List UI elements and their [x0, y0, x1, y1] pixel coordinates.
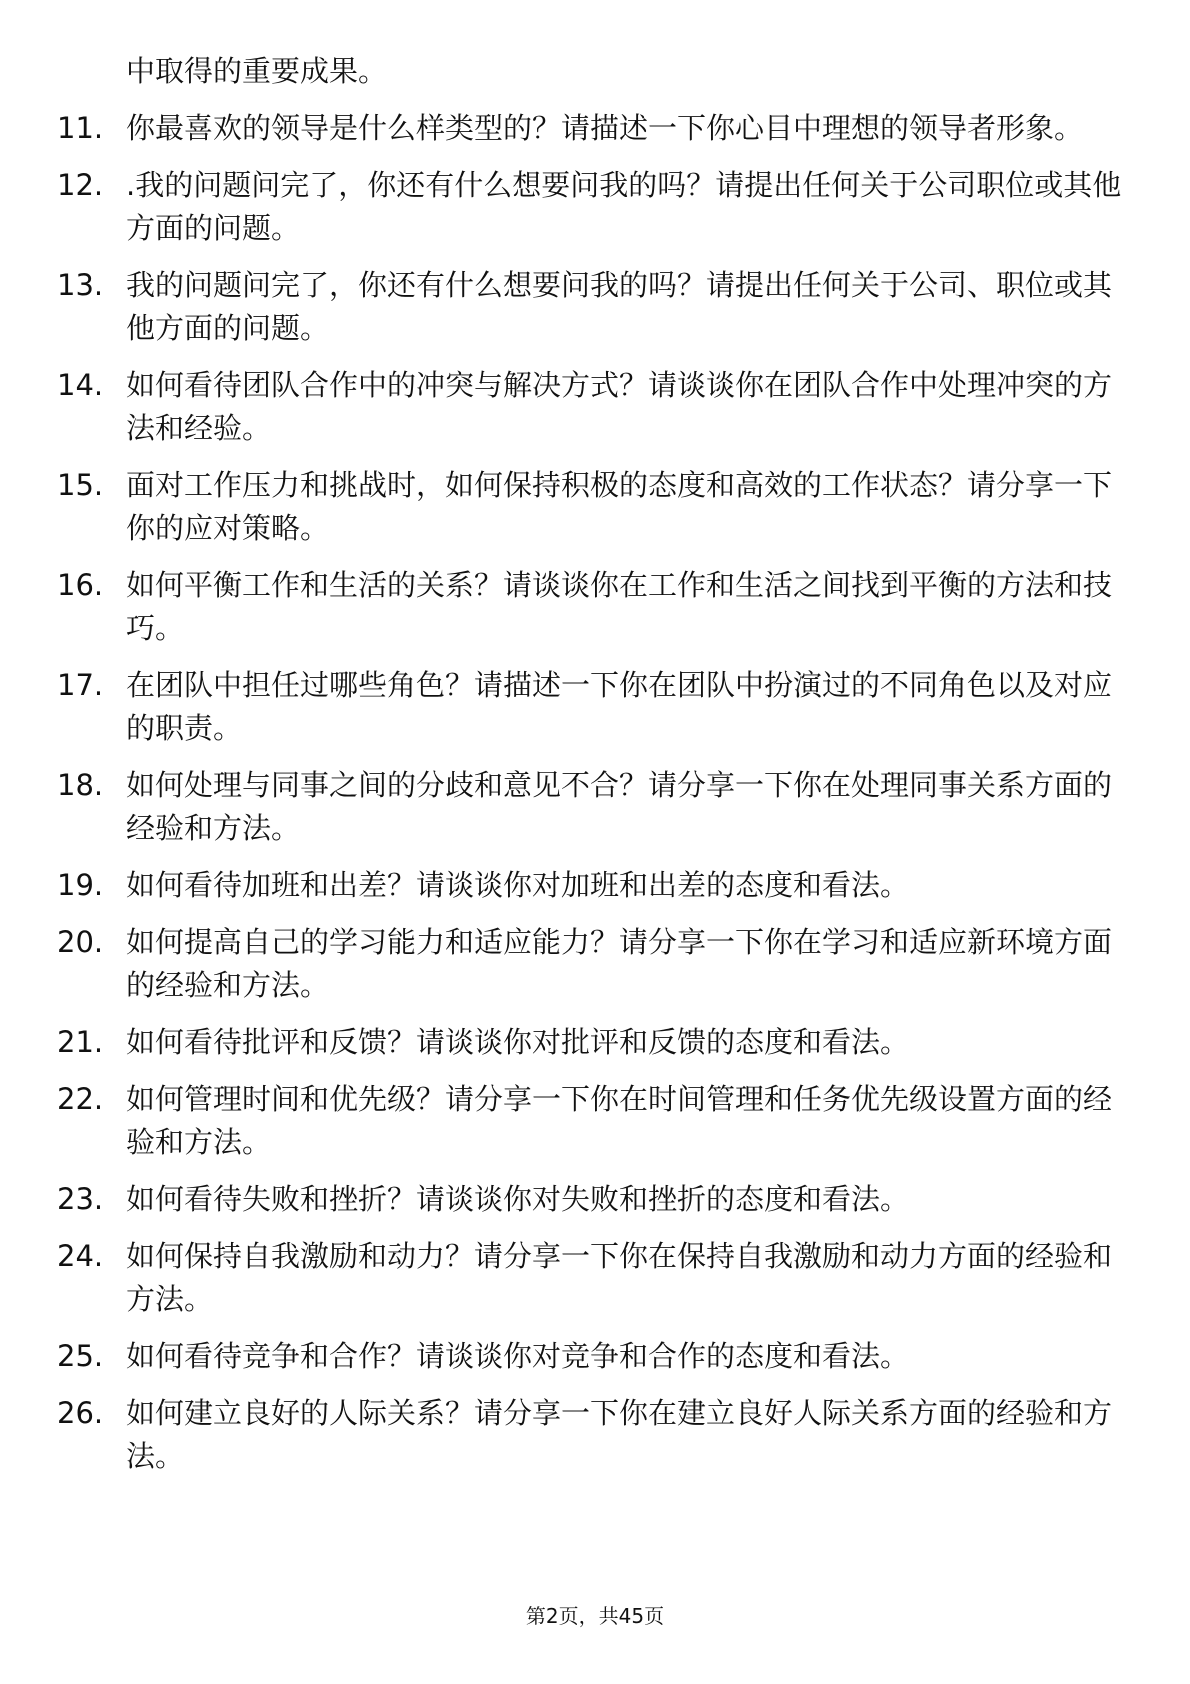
item-number: 15.: [57, 468, 104, 502]
list-item: [57, 107, 1137, 150]
item-number: 21.: [57, 1025, 104, 1059]
item-text: 如何平衡工作和生活的关系？请谈谈你在工作和生活之间找到平衡的方法和技巧。: [126, 568, 1113, 645]
list-item: [57, 1392, 1137, 1478]
question-list: [57, 50, 1137, 1492]
item-number: 18.: [57, 768, 104, 802]
item-text: 如何提高自己的学习能力和适应能力？请分享一下你在学习和适应新环境方面的经验和方法。: [126, 925, 1113, 1002]
item-text: 面对工作压力和挑战时，如何保持积极的态度和高效的工作状态？请分享一下你的应对策略。: [126, 468, 1113, 545]
list-item: [57, 464, 1137, 550]
item-number: 23.: [57, 1182, 104, 1216]
list-item: [57, 1178, 1137, 1221]
item-text: 在团队中担任过哪些角色？请描述一下你在团队中扮演过的不同角色以及对应的职责。: [126, 668, 1113, 745]
item-number: 20.: [57, 925, 104, 959]
item-number: 17.: [57, 668, 104, 702]
item-text: .我的问题问完了，你还有什么想要问我的吗？请提出任何关于公司职位或其他方面的问题。: [126, 168, 1122, 245]
list-item: [57, 564, 1137, 650]
item-text: 如何管理时间和优先级？请分享一下你在时间管理和任务优先级设置方面的经验和方法。: [126, 1082, 1113, 1159]
item-number: 14.: [57, 368, 104, 402]
item-number: 12.: [57, 168, 104, 202]
list-item: [57, 1335, 1137, 1378]
item-number: 26.: [57, 1396, 104, 1430]
item-text: 如何处理与同事之间的分歧和意见不合？请分享一下你在处理同事关系方面的经验和方法。: [126, 768, 1113, 845]
list-item: [57, 1235, 1137, 1321]
list-item: [57, 164, 1137, 250]
item-text: 如何看待失败和挫折？请谈谈你对失败和挫折的态度和看法。: [126, 1182, 910, 1216]
item-number: 24.: [57, 1239, 104, 1273]
page-footer: 第2页，共45页: [525, 1604, 665, 1628]
item-number: 11.: [57, 111, 104, 145]
list-item: [57, 921, 1137, 1007]
list-item: [57, 864, 1137, 907]
item-text: 我的问题问完了，你还有什么想要问我的吗？请提出任何关于公司、职位或其他方面的问题。: [126, 268, 1113, 345]
item-number: 13.: [57, 268, 104, 302]
item-text: 如何建立良好的人际关系？请分享一下你在建立良好人际关系方面的经验和方法。: [126, 1396, 1113, 1473]
item-text: 如何看待团队合作中的冲突与解决方式？请谈谈你在团队合作中处理冲突的方法和经验。: [126, 368, 1113, 445]
item-text: 如何看待竞争和合作？请谈谈你对竞争和合作的态度和看法。: [126, 1339, 910, 1373]
item-number: 25.: [57, 1339, 104, 1373]
item-number: 19.: [57, 868, 104, 902]
item-number: 22.: [57, 1082, 104, 1116]
list-item: [57, 764, 1137, 850]
list-item: [57, 1078, 1137, 1164]
item-text: 如何保持自我激励和动力？请分享一下你在保持自我激励和动力方面的经验和方法。: [126, 1239, 1113, 1316]
list-item: [57, 264, 1137, 350]
list-item: [57, 1021, 1137, 1064]
list-item: [57, 364, 1137, 450]
list-item: [57, 664, 1137, 750]
continuation-line: 中取得的重要成果。: [126, 54, 388, 88]
item-number: 16.: [57, 568, 104, 602]
item-text: 你最喜欢的领导是什么样类型的？请描述一下你心目中理想的领导者形象。: [126, 111, 1084, 145]
item-text: 如何看待加班和出差？请谈谈你对加班和出差的态度和看法。: [126, 868, 910, 902]
item-text: 如何看待批评和反馈？请谈谈你对批评和反馈的态度和看法。: [126, 1025, 910, 1059]
